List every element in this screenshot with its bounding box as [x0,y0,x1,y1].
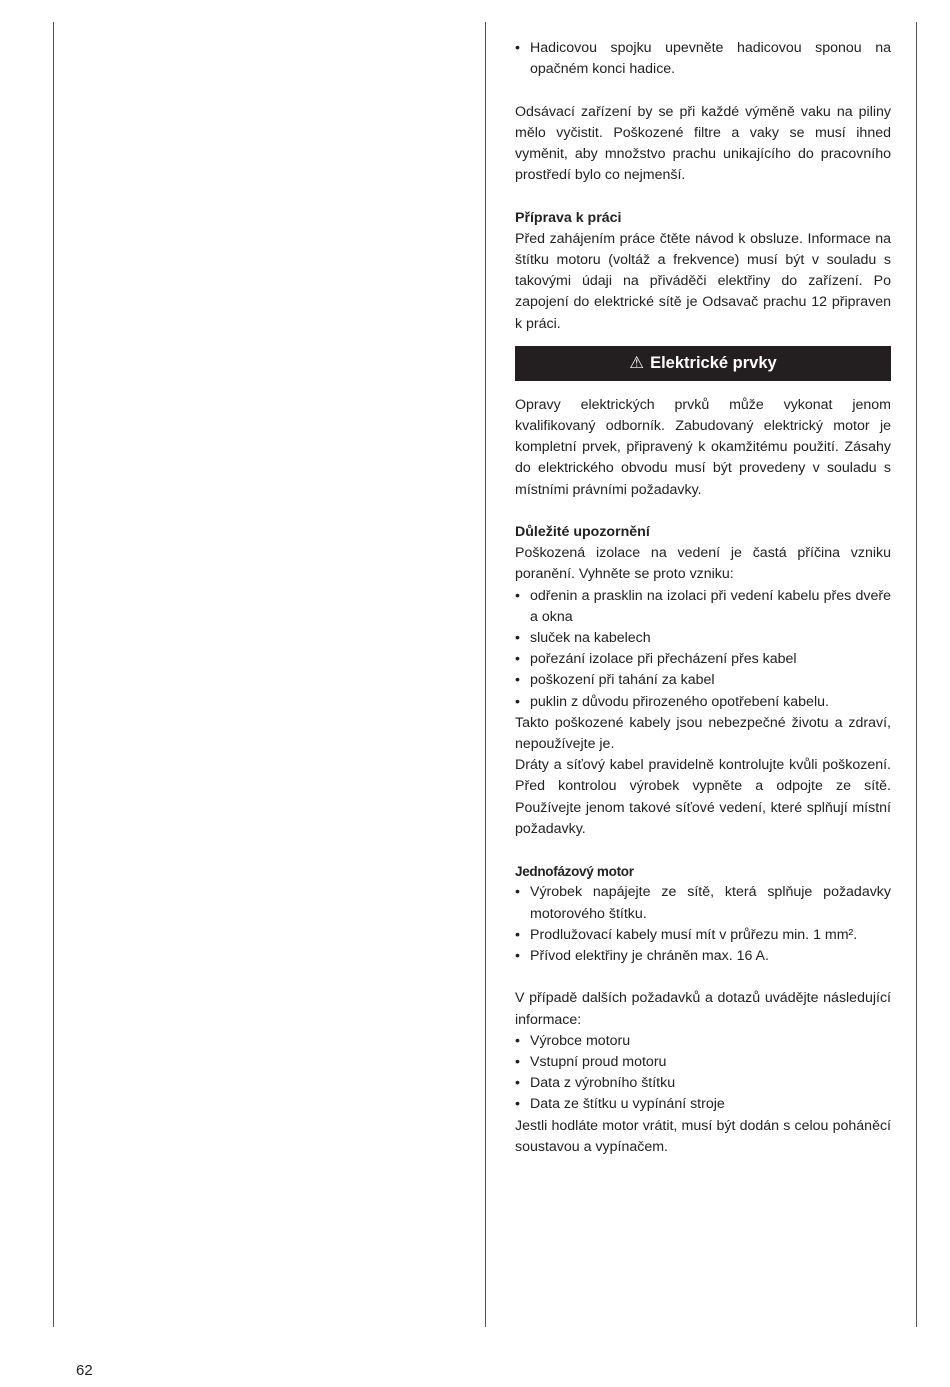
info-list [515,1031,891,1116]
warning-triangle-icon: ⚠ [629,353,645,372]
list-item: • Prodlužovací kabely musí mít v průřezu min. 1 mm². [515,925,891,946]
list-item: • puklin z důvodu přirozeného opotřebení kabelu. [515,692,891,713]
list-item: • Výrobce motoru [515,1031,891,1052]
important-after-1: Takto poškozené kabely jsou nebezpečné životu a zdraví, nepoužívejte je. [515,714,891,753]
text-column [515,38,891,1158]
closing-paragraph: Jestli hodláte motor vrátit, musí být dodán s celou poháněcí soustavou a vypínačem. [515,1117,891,1155]
intro-list [515,38,891,80]
prep-paragraph: Před zahájením práce čtěte návod k obsluze. Informace na štítku motoru (voltáž a frekvence) musí být v souladu s takovými údaji na přiváděči elektřiny do zařízení. Po zapojení do elektrické sítě je Odsavač prachu 12 připraven k práci. [515,230,891,332]
info-paragraph: V případě dalších požadavků a dotazů uvádějte následující informace: [515,990,891,1028]
list-item: • Vstupní proud motoru [515,1052,891,1073]
important-after-2: Dráty a síťový kabel pravidelně kontrolujte kvůli poškození. Před kontrolou výrobek vypněte a odpojte ze sítě. Používejte jenom takové síťové vedení, které splňují místní požadavky. [515,757,891,837]
important-paragraph: Poškozená izolace na vedení je častá příčina vzniku poranění. Vyhněte se proto vzniku: [515,545,891,583]
list-item: • pořezání izolace při přecházení přes kabel [515,649,891,670]
list-item: • sluček na kabelech [515,628,891,649]
left-margin-rule [53,22,54,1327]
motor-heading: Jednofázový motor [515,864,634,880]
list-item: • odřenin a prasklin na izolaci při vedení kabelu přes dveře a okna [515,586,891,628]
right-margin-rule [916,22,917,1327]
list-item: • Výrobek napájejte ze sítě, která splňuje požadavky motorového štítku. [515,882,891,924]
section-banner-electric [515,346,891,381]
page-number: 62 [76,1362,93,1379]
list-item: • Hadicovou spojku upevněte hadicovou sponou na opačném konci hadice. [515,38,891,80]
important-heading: Důležité upozornění [515,524,650,541]
prep-heading: Příprava k práci [515,209,622,226]
motor-list [515,882,891,967]
electric-paragraph: Opravy elektrických prvků může vykonat jenom kvalifikovaný odborník. Zabudovaný elektrický motor je kompletní prvek, připravený k okamžitému použití. Zásahy do elektrického obvodu musí být provedeny v souladu s místními právními požadavky. [515,396,891,498]
list-item: • Data ze štítku u vypínání stroje [515,1094,891,1115]
list-item: • Data z výrobního štítku [515,1073,891,1094]
column-divider-rule [485,22,486,1327]
banner-title: Elektrické prvky [650,353,777,372]
important-list [515,586,891,713]
list-item: • Přívod elektřiny je chráněn max. 16 A. [515,946,891,967]
cleaning-paragraph: Odsávací zařízení by se při každé výměně vaku na piliny mělo vyčistit. Poškozené filtre a vaky se musí ihned vyměnit, aby množstvo prachu unikajícího do pracovního prostředí bylo co nejmenší. [515,103,891,184]
list-item: • poškození při tahání za kabel [515,670,891,691]
